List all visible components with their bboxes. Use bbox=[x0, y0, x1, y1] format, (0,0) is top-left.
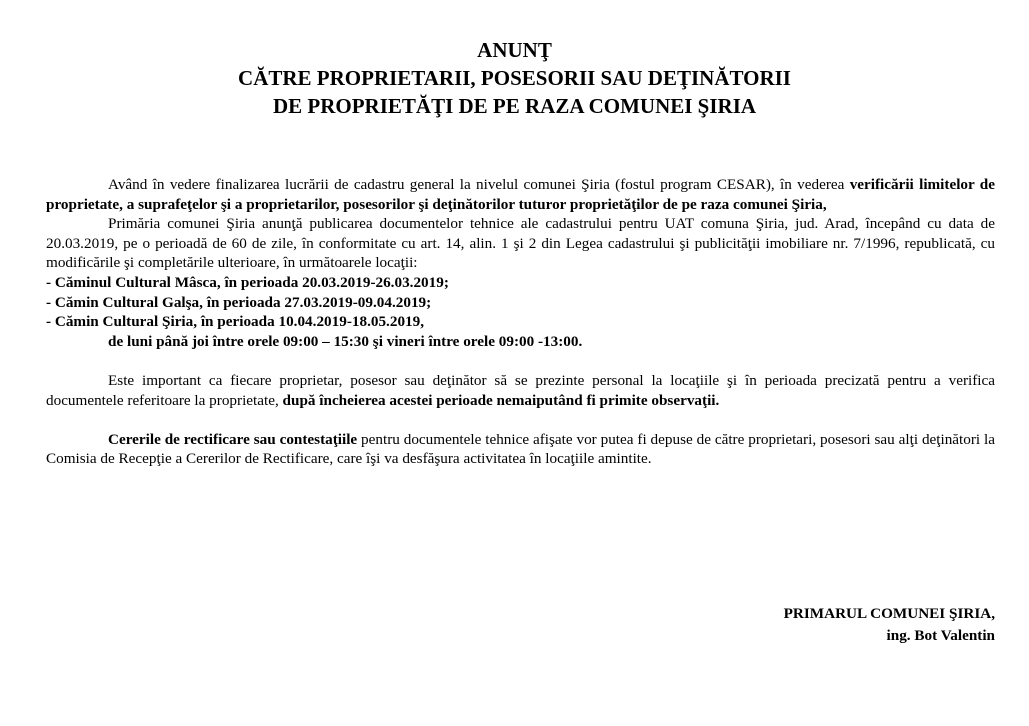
signature-name: ing. Bot Valentin bbox=[886, 627, 995, 644]
rectification-bold-text: Cererile de rectificare sau contestaţiile bbox=[108, 430, 358, 448]
verification-text: Este important ca fiecare proprietar, posesor sau deţinător să se prezinte personal la locaţiile şi în perioada precizată pentru a verifica documentele referitoare la proprietate, bbox=[46, 371, 995, 409]
location-item-siria bbox=[46, 312, 995, 332]
location-text: Căminul Cultural Mâsca, în perioada 20.03.2019-26.03.2019; bbox=[54, 273, 449, 291]
title-line-1: ANUNŢ bbox=[477, 38, 552, 62]
paragraph-intro bbox=[46, 175, 995, 214]
paragraph-rectification bbox=[46, 430, 995, 469]
location-text: Cămin Cultural Şiria, în perioada 10.04.2019-18.05.2019, bbox=[54, 313, 425, 331]
paragraph-publication: Primăria comunei Şiria anunţă publicarea documentelor tehnice ale cadastrului pentru UAT comuna Şiria, jud. Arad, începând cu data de 20.03.2019, pe o perioadă de 60 de zile, în conformitate cu art. 14, alin. 1 şi 2 din Legea cadastrului şi publicităţii imobiliare nr. 7/1996, republicată, cu modificările şi completările ulterioare, în următoarele locaţii: bbox=[46, 215, 995, 272]
title-line-3: DE PROPRIETĂŢI DE PE RAZA COMUNEI ŞIRIA bbox=[272, 94, 757, 118]
signature-block bbox=[784, 603, 995, 647]
location-item-galsa bbox=[46, 293, 995, 313]
schedule-line: de luni până joi între orele 09:00 – 15:30 şi vineri între orele 09:00 -13:00. bbox=[108, 332, 583, 350]
intro-bold-text: verificării limitelor de proprietate, a suprafeţelor şi a proprietarilor, posesorilor şi deţinătorilor tuturor proprietăţilor de pe raza comunei Şiria, bbox=[46, 176, 995, 213]
title-line-2: CĂTRE PROPRIETARII, POSESORII SAU DEŢINĂTORII bbox=[238, 66, 791, 90]
spacer bbox=[46, 351, 995, 371]
signature-role: PRIMARUL COMUNEI ŞIRIA, bbox=[783, 605, 995, 622]
location-prefix: - bbox=[46, 313, 55, 331]
intro-text: Având în vedere finalizarea lucrării de cadastru general la nivelul comunei Şiria (fostul program CESAR), în vederea bbox=[108, 176, 850, 193]
location-text: Cămin Cultural Galşa, în perioada 27.03.2019-09.04.2019; bbox=[54, 293, 432, 311]
location-list bbox=[46, 273, 995, 351]
spacer bbox=[46, 410, 995, 430]
location-item-masca bbox=[46, 273, 995, 293]
location-prefix: - bbox=[46, 293, 55, 311]
rectification-text: pentru documentele tehnice afişate vor putea fi depuse de către proprietari, posesori sau alţi deţinători la Comisia de Recepţie a Cererilor de Rectificare, care îşi va desfăşura activitatea în locaţiile amintite. bbox=[46, 430, 995, 468]
announcement-title bbox=[0, 36, 1029, 120]
verification-bold-text: după încheierea acestei perioade nemaiputând fi primite observaţii. bbox=[282, 391, 720, 409]
paragraph-verification bbox=[46, 371, 995, 410]
announcement-body bbox=[46, 175, 995, 469]
location-prefix: - bbox=[46, 273, 55, 291]
